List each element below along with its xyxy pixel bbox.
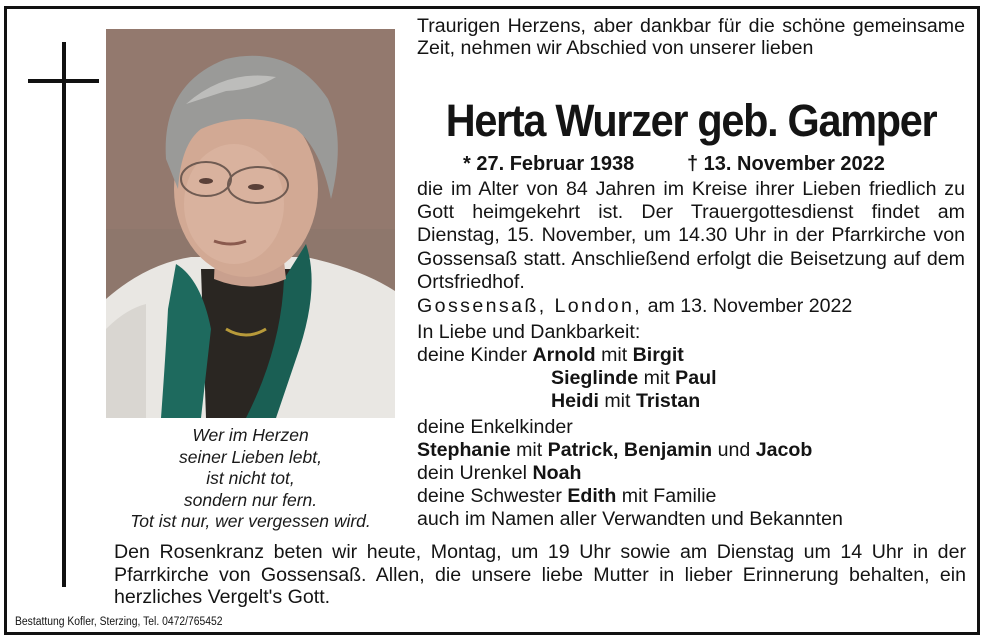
child-with: mit xyxy=(604,390,631,412)
death-date: † 13. November 2022 xyxy=(687,153,885,175)
child-partner: Paul xyxy=(675,367,717,389)
grandchild-names: Patrick, Benjamin xyxy=(547,439,713,461)
cross-vertical-bar xyxy=(62,42,66,587)
children-line xyxy=(417,344,684,367)
great-grandchild-line xyxy=(417,462,581,485)
quote-line: Tot ist nur, wer vergessen wird. xyxy=(130,511,371,531)
deceased-name: Herta Wurzer geb. Gamper xyxy=(445,95,937,146)
quote-line: Wer im Herzen xyxy=(192,425,309,445)
grandchildren-and: und xyxy=(717,439,751,461)
children-line xyxy=(551,390,700,413)
place-towns: Gossensaß, London, xyxy=(417,295,643,317)
birth-date: * 27. Februar 1938 xyxy=(463,153,635,175)
memorial-quote xyxy=(106,425,395,533)
sister-suffix: mit Familie xyxy=(621,485,717,507)
rosary-text: Den Rosenkranz beten wir heute, Montag, um 19 Uhr sowie am Dienstag um 14 Uhr in der Pfarrkirche von Gossensaß. Allen, die unsere liebe Mutter in lieber Erinnerung behalten, ein herzliches Vergelt's Gott. xyxy=(114,541,966,609)
place-date: am 13. November 2022 xyxy=(647,295,853,317)
quote-line: ist nicht tot, xyxy=(206,468,295,488)
great-grandchild-name: Noah xyxy=(532,462,582,484)
child-with: mit xyxy=(601,344,628,366)
children-prefix: deine Kinder xyxy=(417,344,528,366)
family-heading: In Liebe und Dankbarkeit: xyxy=(417,321,641,343)
sister-prefix: deine Schwester xyxy=(417,485,562,507)
great-prefix: dein Urenkel xyxy=(417,462,528,484)
relatives-line: auch im Namen aller Verwandten und Bekannten xyxy=(417,508,843,530)
grandchildren-with: mit xyxy=(516,439,543,461)
portrait-illustration xyxy=(106,29,395,418)
child-name: Arnold xyxy=(532,344,596,366)
funeral-home-footer: Bestattung Kofler, Sterzing, Tel. 0472/765452 xyxy=(15,616,223,628)
grandchild-name: Jacob xyxy=(755,439,813,461)
sister-name: Edith xyxy=(567,485,617,507)
portrait-photo xyxy=(106,29,395,418)
announcement-body: die im Alter von 84 Jahren im Kreise ihrer Lieben friedlich zu Gott heimgekehrt ist. Der Trauergottesdienst findet am Dienstag, 15. November, um 14.30 Uhr in der Pfarrkirche von Gossensaß statt. Anschließend erfolgt die Beisetzung auf dem Ortsfriedhof. xyxy=(417,178,965,293)
child-partner: Birgit xyxy=(632,344,684,366)
intro-text: Traurigen Herzens, aber dankbar für die schöne gemeinsame Zeit, nehmen wir Abschied von unserer lieben xyxy=(417,15,965,59)
child-partner: Tristan xyxy=(635,390,701,412)
quote-line: sondern nur fern. xyxy=(183,489,318,510)
quote-line: seiner Lieben lebt, xyxy=(178,446,323,467)
child-with: mit xyxy=(643,367,670,389)
cross-horizontal-bar xyxy=(28,79,99,83)
sister-line xyxy=(417,485,716,508)
grandchildren-prefix: deine Enkelkinder xyxy=(417,416,573,438)
obituary-frame xyxy=(4,6,980,635)
place-date-line xyxy=(417,295,965,318)
child-name: Heidi xyxy=(551,390,599,412)
grandchildren-line xyxy=(417,439,812,462)
children-line xyxy=(551,367,717,390)
grandchild-name: Stephanie xyxy=(417,439,511,461)
child-name: Sieglinde xyxy=(551,367,639,389)
